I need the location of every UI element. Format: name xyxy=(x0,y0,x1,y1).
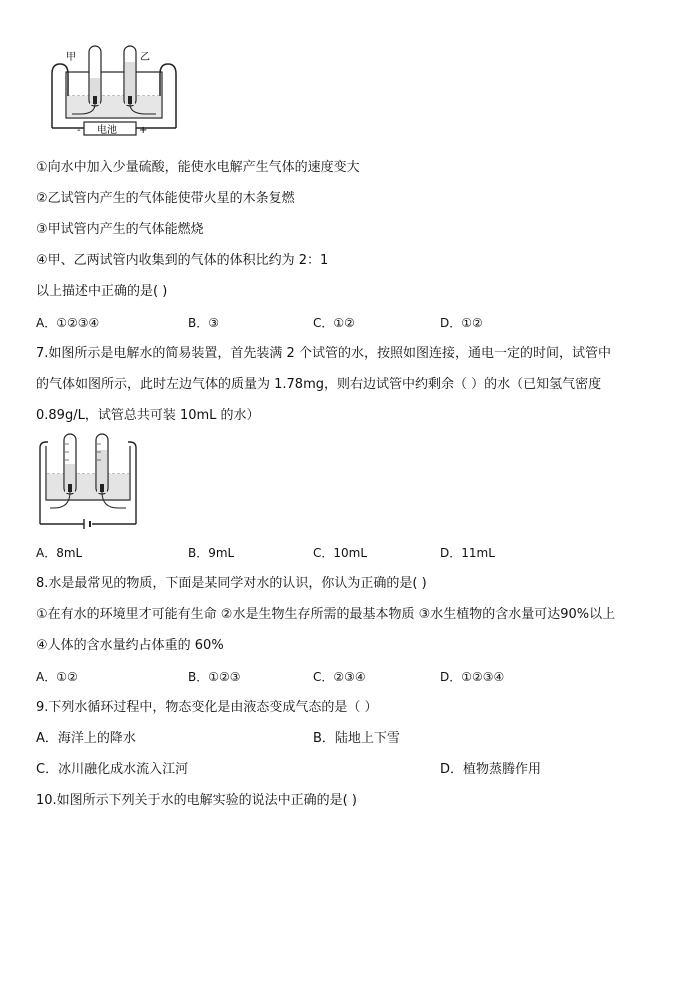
electrolysis-figure-1 xyxy=(44,38,184,138)
q7-stem-line-1: 7.如图所示是电解水的简易装置，首先装满 2 个试管的水，按照如图连接，通电一定的时间，试管中 xyxy=(36,346,611,361)
q6-prompt: 以上描述中正确的是( ) xyxy=(36,284,168,299)
q7-option-c[interactable]: C．10mL xyxy=(313,546,368,560)
battery-label: 电池 xyxy=(97,125,117,136)
q6-option-d[interactable]: D．①② xyxy=(440,316,483,330)
q9-stem: 9.下列水循环过程中，物态变化是由液态变成气态的是（ ） xyxy=(36,700,378,715)
q8-statements-line-2: ④人体的含水量约占体重的 60% xyxy=(36,638,224,653)
q6-option-c[interactable]: C．①② xyxy=(313,316,355,330)
q9-option-c[interactable]: C．冰川融化成水流入江河 xyxy=(36,762,189,777)
q9-option-b[interactable]: B．陆地上下雪 xyxy=(313,731,400,746)
q7-option-d[interactable]: D．11mL xyxy=(440,546,495,560)
q6-option-a[interactable]: A．①②③④ xyxy=(36,316,100,330)
q9-option-a[interactable]: A．海洋上的降水 xyxy=(36,731,136,746)
battery-plus: + xyxy=(139,125,148,136)
q8-option-b[interactable]: B．①②③ xyxy=(188,670,241,684)
q8-option-c[interactable]: C．②③④ xyxy=(313,670,366,684)
q7-stem-line-2: 的气体如图所示，此时左边气体的质量为 1.78mg，则右边试管中约剩余（ ）的水（已知氢气密度 xyxy=(36,377,602,392)
q7-option-a[interactable]: A．8mL xyxy=(36,546,83,560)
electrolysis-figure-2 xyxy=(36,430,140,530)
q7-option-b[interactable]: B．9mL xyxy=(188,546,235,560)
q8-option-a[interactable]: A．①② xyxy=(36,670,78,684)
label-jia: 甲 xyxy=(66,52,76,63)
q8-statements-line-1: ①在有水的环境里才可能有生命 ②水是生物生存所需的最基本物质 ③水生植物的含水量可达90%以上 xyxy=(36,607,616,622)
q6-statement-4: ④甲、乙两试管内收集到的气体的体积比约为 2：1 xyxy=(36,253,329,268)
q6-statement-2: ②乙试管内产生的气体能使带火星的木条复燃 xyxy=(36,191,295,206)
battery-minus: - xyxy=(77,125,81,136)
q9-option-d[interactable]: D．植物蒸腾作用 xyxy=(440,762,542,777)
q8-stem: 8.水是最常见的物质，下面是某同学对水的认识，你认为正确的是( ) xyxy=(36,576,427,591)
q6-statement-1: ①向水中加入少量硫酸，能使水电解产生气体的速度变大 xyxy=(36,160,360,175)
q7-stem-line-3: 0.89g/L，试管总共可装 10mL 的水） xyxy=(36,408,260,423)
q6-option-b[interactable]: B．③ xyxy=(188,316,219,330)
q8-option-d[interactable]: D．①②③④ xyxy=(440,670,505,684)
q6-statement-3: ③甲试管内产生的气体能燃烧 xyxy=(36,222,204,237)
label-yi: 乙 xyxy=(140,52,150,63)
q10-stem: 10.如图所示下列关于水的电解实验的说法中正确的是( ) xyxy=(36,793,357,808)
